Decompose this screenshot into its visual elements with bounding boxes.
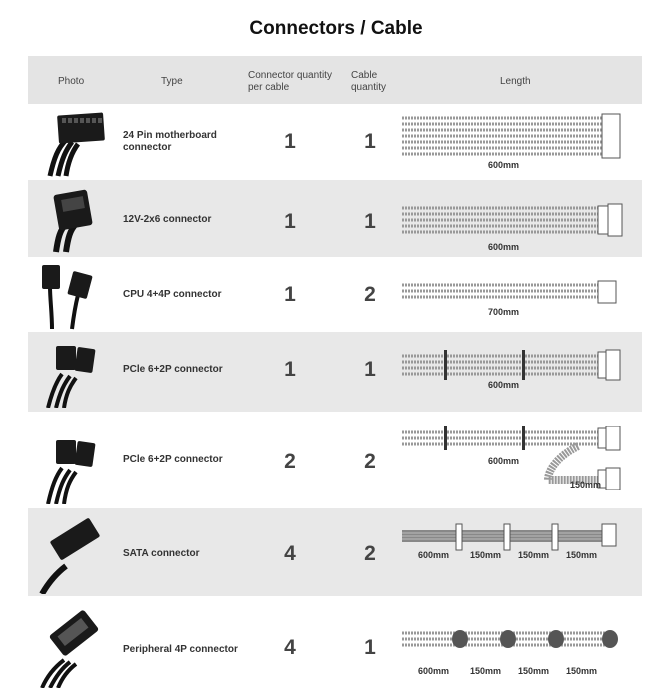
connector-type-label: SATA connector [123,548,200,559]
connector-photo-icon [36,606,108,688]
table-row [28,332,642,412]
header-type: Type [161,76,183,87]
cable-quantity: 1 [364,358,376,381]
connector-photo-icon [36,424,108,504]
cable-diagram-icon [398,279,628,309]
length-label: 150mm [518,666,550,676]
length-label: 600mm [488,160,520,170]
connector-quantity: 1 [284,130,296,153]
connector-quantity: 1 [284,283,296,306]
connector-quantity: 4 [284,636,296,659]
header-length: Length [500,76,531,87]
connectors-table [28,56,642,690]
connector-quantity: 1 [284,358,296,381]
table-row [28,257,642,332]
length-label: 150mm [570,480,602,490]
connector-photo-icon [36,514,108,594]
table-header [28,56,642,104]
length-label: 150mm [470,550,502,560]
connector-type-label: CPU 4+4P connector [123,289,222,300]
page-title: Connectors / Cable [249,18,423,39]
connector-type-label: 12V-2x6 connector [123,214,212,225]
table-row [28,508,642,596]
cable-quantity: 2 [364,450,376,473]
connector-type-label: PCle 6+2P connector [123,364,223,375]
cable-diagram-icon [398,202,628,242]
connector-type-label: Peripheral 4P connector [123,644,238,655]
connector-quantity: 4 [284,542,296,565]
connector-type-label: PCle 6+2P connector [123,454,223,465]
cable-quantity: 2 [364,283,376,306]
table-row [28,596,642,690]
cable-quantity: 1 [364,636,376,659]
length-label: 150mm [470,666,502,676]
header-photo: Photo [58,76,85,87]
length-label: 600mm [488,380,520,390]
length-label: 600mm [488,242,520,252]
length-label: 150mm [566,666,598,676]
cable-diagram-icon [398,624,628,654]
table-row [28,412,642,508]
connector-photo-icon [36,259,108,331]
table-row [28,180,642,257]
length-label: 150mm [566,550,598,560]
length-label: 150mm [518,550,550,560]
connector-type-label: 24 Pin motherboard connector [123,130,217,153]
header-connector-quantity: Connector quantity per cable [248,70,332,93]
cable-quantity: 1 [364,210,376,233]
cable-quantity: 2 [364,542,376,565]
length-label: 600mm [488,456,520,466]
connector-quantity: 2 [284,450,296,473]
header-cable-quantity: Cable quantity [351,70,387,93]
connector-photo-icon [36,336,108,408]
connector-photo-icon [36,108,108,178]
cable-diagram-icon [398,112,628,164]
table-row [28,104,642,180]
length-label: 600mm [418,550,450,560]
length-label: 700mm [488,307,520,317]
cable-quantity: 1 [364,130,376,153]
connector-quantity: 1 [284,210,296,233]
length-label: 600mm [418,666,450,676]
connector-photo-icon [36,184,108,254]
